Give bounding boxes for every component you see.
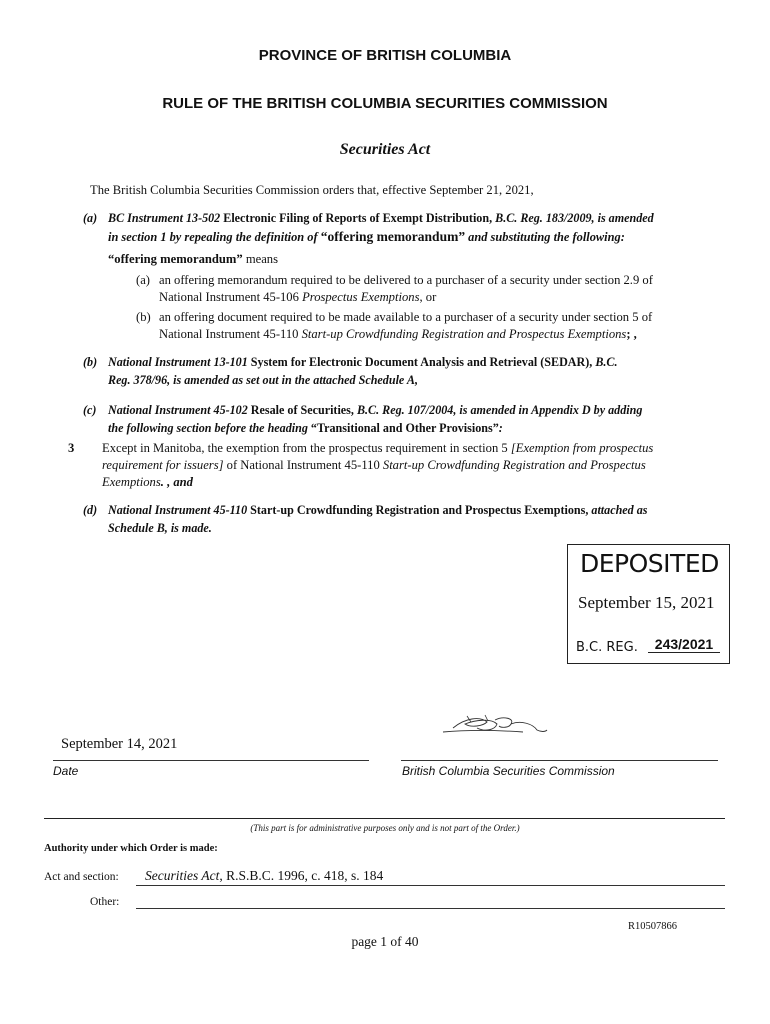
section-3-instrument-title: Start-up Crowdfunding Registration and Prospectus [382,458,646,472]
section-3-instrument-title-end: Exemptions [102,475,161,489]
stamp-reg-number: 243/2021 [648,636,720,653]
sub-b-marker: (b) [136,310,151,324]
sub-b-line2 [159,325,637,343]
item-a-reg: B.C. Reg. 183/2009, is amended [495,211,654,225]
page-number: page 1 of 40 [351,934,419,949]
item-b-marker: (b) [83,355,98,369]
item-a-line2-tail: and substituting the following: [465,230,625,244]
item-a-marker: (a) [83,211,98,225]
item-b-line1 [108,353,618,371]
other-line [136,908,725,909]
admin-note: (This part is for administrative purposes only and is not part of the Order.) [250,823,520,833]
item-d-instrument-title: Start-up Crowdfunding Registration and Prospectus Exemptions, [247,503,592,517]
sub-a-tail: , or [419,290,437,304]
sub-b-instrument-title: Start-up Crowdfunding Registration and Prospectus Exemptions [301,327,627,341]
sub-a-instrument-title: Prospectus Exemptions [302,290,420,304]
item-c-heading-ref: “Transitional and Other Provisions” [310,421,499,435]
stamp-title: DEPOSITED [580,549,719,578]
item-a-line2 [108,228,625,246]
sub-a-instrument: National Instrument 45-106 [159,290,303,304]
sub-a-marker: (a) [136,273,150,287]
rule-title: RULE OF THE BRITISH COLUMBIA SECURITIES COMMISSION [162,95,608,112]
item-b-instrument-title: System for Electronic Document Analysis and Retrieval (SEDAR), [247,355,596,369]
item-c-colon: : [498,421,503,435]
item-c-marker: (c) [83,403,97,417]
act-section-label: Act and section: [44,871,119,883]
item-c-reg: B.C. Reg. 107/2004, is amended in Appendix D by adding [356,403,643,417]
item-a-instrument-title: Electronic Filing of Reports of Exempt Distribution, [220,211,496,225]
definition-means: means [242,252,278,266]
item-d-instrument: National Instrument 45-110 [108,503,248,517]
sub-b-instrument: National Instrument 45-110 [159,327,302,341]
intro-paragraph: The British Columbia Securities Commission orders that, effective September 21, 2021, [90,183,534,197]
item-b-reg-start: B.C. [595,355,618,369]
section-3-number: 3 [68,441,75,455]
sub-b-line1: an offering document required to be made available to a purchaser of a security under section 5 of [159,310,653,324]
item-a-line1 [108,209,730,227]
act-section-line [136,885,725,886]
section-3-line2 [102,456,646,474]
item-b-line2: Reg. 378/96, is amended as set out in the attached Schedule A, [108,373,418,387]
act-citation: , R.S.B.C. 1996, c. 418, s. 184 [219,868,384,883]
other-label: Other: [90,896,120,908]
sub-a-line1: an offering memorandum required to be delivered to a purchaser of a security under section 2.9 of [159,273,653,287]
section-3-instrument: of National Instrument 45-110 [223,458,383,472]
section-3-line3 [102,473,193,491]
item-a-instrument: BC Instrument 13-502 [108,211,221,225]
date-label: Date [53,764,79,778]
section-3-italic-ref-cont: requirement for issuers] [102,458,224,472]
item-a-line2-text: in section 1 by repealing the definition of [108,230,321,244]
item-d-marker: (d) [83,503,98,517]
reference-number: R10507866 [628,921,678,932]
sub-b-tail: ; , [626,327,637,341]
signature-line [401,760,718,761]
item-c-line2 [108,419,503,437]
stamp-reg-label: B.C. REG. [576,640,638,655]
item-c-line2-text: the following section before the heading [108,421,311,435]
authority-label: Authority under which Order is made: [44,843,218,854]
section-3-text: Except in Manitoba, the exemption from the prospectus requirement in section 5 [102,441,511,455]
item-c-instrument: National Instrument 45-102 [108,403,248,417]
item-b-instrument: National Instrument 13-101 [108,355,248,369]
admin-divider [44,818,725,819]
item-c-line1 [108,401,642,419]
section-3-italic-ref: [Exemption from prospectus [510,441,654,455]
act-title: Securities Act [339,141,431,158]
definition-heading [108,250,278,268]
item-c-instrument-title: Resale of Securities, [247,403,357,417]
act-section-value [145,868,383,884]
act-name: Securities Act [145,868,220,883]
province-heading: PROVINCE OF BRITISH COLUMBIA [258,47,512,64]
signature-scribble [425,712,555,740]
commission-label: British Columbia Securities Commission [402,764,615,778]
stamp-date: September 15, 2021 [578,593,715,612]
sub-a-line2 [159,288,436,306]
section-3-tail: . , and [160,475,193,489]
item-d-attached: attached as [591,503,648,517]
definition-term: “offering memorandum” [108,252,243,266]
date-line [53,760,369,761]
item-d-line2: Schedule B, is made. [108,521,212,535]
deposited-stamp [567,544,730,664]
item-a-defined-term: “offering memorandum” [320,229,466,244]
item-d-line1 [108,501,648,519]
section-3-line1 [102,439,653,457]
signed-date: September 14, 2021 [61,736,178,752]
